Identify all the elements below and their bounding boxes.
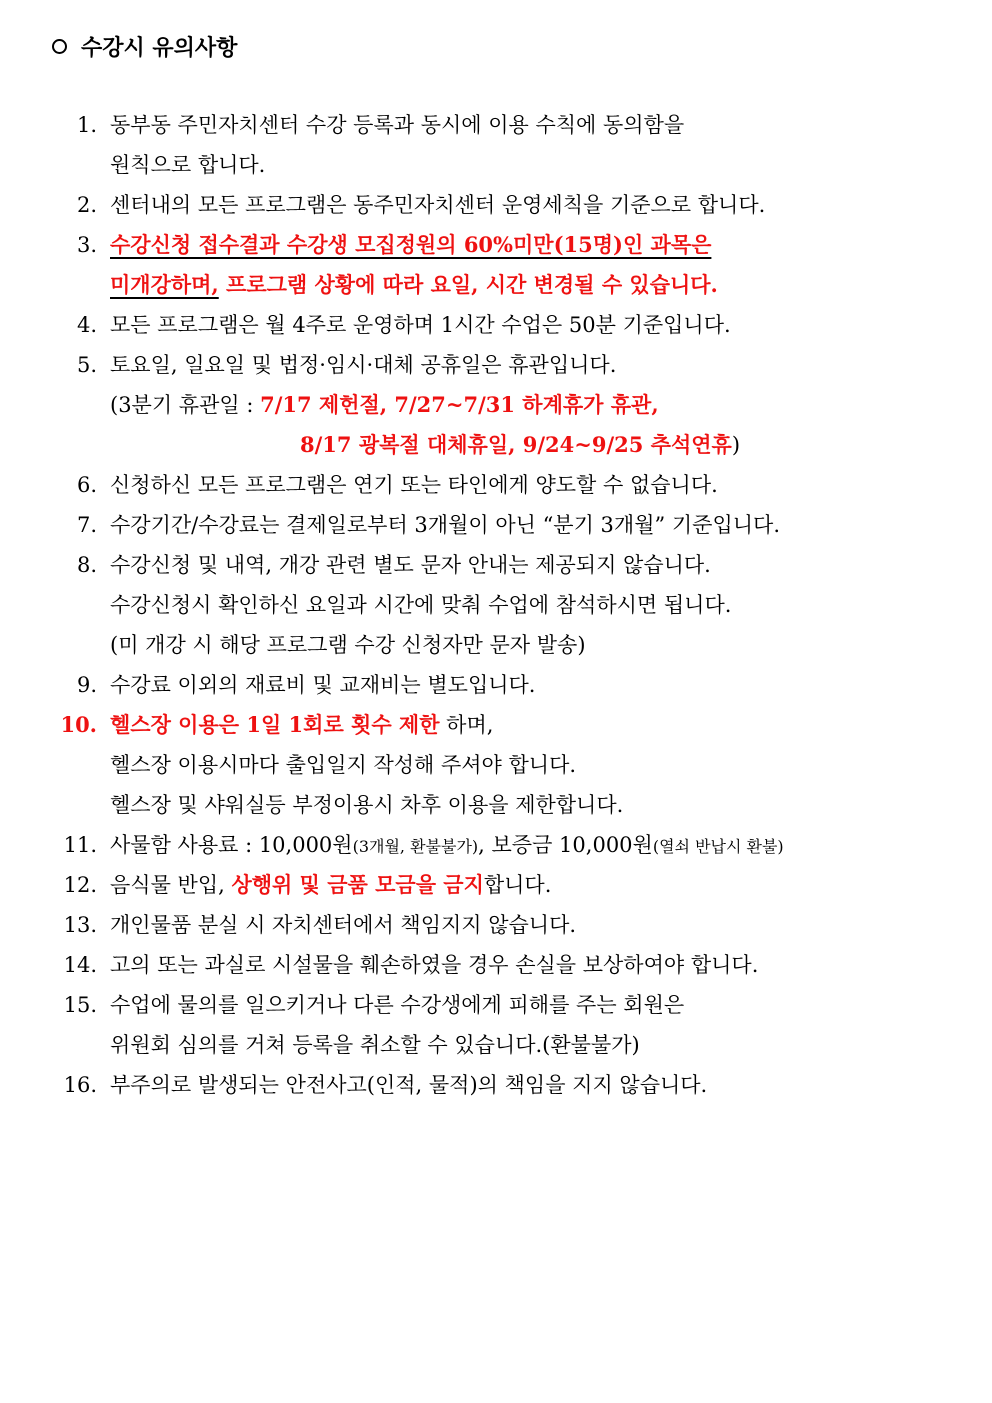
item-number: 11. xyxy=(63,833,97,857)
closure-dates: 8/17 광복절 대체휴일, 9/24~9/25 추석연휴 xyxy=(300,432,732,457)
list-item xyxy=(0,345,992,385)
item-number: 7. xyxy=(76,513,97,537)
item-number: 12. xyxy=(63,873,97,897)
item-text: 수업에 물의를 일으키거나 다른 수강생에게 피해를 주는 회원은 xyxy=(110,993,685,1017)
item-text: 헬스장 이용시마다 출입일지 작성해 주셔야 합니다. xyxy=(110,753,577,777)
highlighted-notice: 헬스장 이용은 1일 1회로 횟수 제한 xyxy=(110,712,440,737)
locker-fee: 사물함 사용료 : 10,000원 xyxy=(110,833,353,857)
list-item-continuation xyxy=(0,625,992,665)
list-item xyxy=(0,465,992,505)
rules-list xyxy=(0,105,992,1105)
list-item xyxy=(0,865,992,905)
list-item xyxy=(0,105,992,145)
item-number: 6. xyxy=(76,473,97,497)
item-number: 10. xyxy=(60,712,97,737)
section-heading xyxy=(52,30,237,62)
list-item xyxy=(0,705,992,745)
closure-suffix: ) xyxy=(731,433,741,457)
list-item xyxy=(0,185,992,225)
closure-prefix: (3분기 휴관일 : xyxy=(110,393,261,417)
highlighted-notice: 상행위 및 금품 모금을 금지 xyxy=(231,872,484,897)
list-item-continuation xyxy=(0,1025,992,1065)
list-item-continuation xyxy=(0,585,992,625)
item-number: 3. xyxy=(76,233,97,257)
item-text: 모든 프로그램은 월 4주로 운영하며 1시간 수업은 50분 기준입니다. xyxy=(110,313,731,337)
list-item xyxy=(0,505,992,545)
item-number: 1. xyxy=(76,113,97,137)
item-text: 원칙으로 합니다. xyxy=(110,153,266,177)
list-item xyxy=(0,905,992,945)
item-text: 위원회 심의를 거쳐 등록을 취소할 수 있습니다.(환불불가) xyxy=(110,1033,640,1057)
locker-fee-note: (3개월, 환불불가) xyxy=(352,837,479,856)
list-item xyxy=(0,945,992,985)
list-item xyxy=(0,225,992,265)
highlighted-notice: 수강신청 접수결과 수강생 모집정원의 60%미만(15명)인 과목은 xyxy=(110,232,712,257)
item-number: 2. xyxy=(76,193,97,217)
item-number: 8. xyxy=(76,553,97,577)
list-item-continuation xyxy=(0,745,992,785)
closure-dates: 7/17 제헌절, 7/27~7/31 하계휴가 휴관, xyxy=(260,392,659,417)
list-item-continuation xyxy=(0,265,992,305)
item-number: 16. xyxy=(63,1073,97,1097)
list-item xyxy=(0,1065,992,1105)
highlighted-notice: 프로그램 상황에 따라 요일, 시간 변경될 수 있습니다. xyxy=(218,272,718,297)
locker-deposit: , 보증금 10,000원 xyxy=(478,833,653,857)
list-item-continuation xyxy=(0,145,992,185)
item-text: (미 개강 시 해당 프로그램 수강 신청자만 문자 발송) xyxy=(110,633,586,657)
locker-deposit-note: (열쇠 반납시 환불) xyxy=(652,837,784,856)
item-number: 13. xyxy=(63,913,97,937)
section-title: 수강시 유의사항 xyxy=(81,35,238,61)
item-number: 5. xyxy=(76,353,97,377)
item-text: 고의 또는 과실로 시설물을 훼손하였을 경우 손실을 보상하여야 합니다. xyxy=(110,953,759,977)
item-text: 하며, xyxy=(439,713,494,737)
item-number: 15. xyxy=(63,993,97,1017)
list-item xyxy=(0,305,992,345)
item-text: 토요일, 일요일 및 법정·임시·대체 공휴일은 휴관입니다. xyxy=(110,353,617,377)
item-text: 합니다. xyxy=(483,873,552,897)
list-item-continuation xyxy=(0,385,992,425)
list-item xyxy=(0,985,992,1025)
item-text: 수강기간/수강료는 결제일로부터 3개월이 아닌 “분기 3개월” 기준입니다. xyxy=(110,513,781,537)
item-number: 14. xyxy=(63,953,97,977)
item-text: 동부동 주민자치센터 수강 등록과 동시에 이용 수칙에 동의함을 xyxy=(110,113,685,137)
item-text: 수강신청 및 내역, 개강 관련 별도 문자 안내는 제공되지 않습니다. xyxy=(110,553,711,577)
item-text: 신청하신 모든 프로그램은 연기 또는 타인에게 양도할 수 없습니다. xyxy=(110,473,718,497)
item-number: 9. xyxy=(76,673,97,697)
item-text: 수강신청시 확인하신 요일과 시간에 맞춰 수업에 참석하시면 됩니다. xyxy=(110,593,732,617)
list-item-continuation xyxy=(0,785,992,825)
item-text: 부주의로 발생되는 안전사고(인적, 물적)의 책임을 지지 않습니다. xyxy=(110,1073,708,1097)
circle-bullet-icon xyxy=(52,39,67,54)
item-text: 개인물품 분실 시 자치센터에서 책임지지 않습니다. xyxy=(110,913,577,937)
list-item-continuation xyxy=(0,425,992,465)
item-text: 센터내의 모든 프로그램은 동주민자치센터 운영세칙을 기준으로 합니다. xyxy=(110,193,766,217)
highlighted-notice: 미개강하며, xyxy=(110,272,219,297)
item-text: 헬스장 및 샤워실등 부정이용시 차후 이용을 제한합니다. xyxy=(110,793,624,817)
item-text: 수강료 이외의 재료비 및 교재비는 별도입니다. xyxy=(110,673,536,697)
item-number: 4. xyxy=(76,313,97,337)
list-item xyxy=(0,545,992,585)
list-item xyxy=(0,665,992,705)
item-text: 음식물 반입, xyxy=(110,873,232,897)
list-item xyxy=(0,825,992,865)
